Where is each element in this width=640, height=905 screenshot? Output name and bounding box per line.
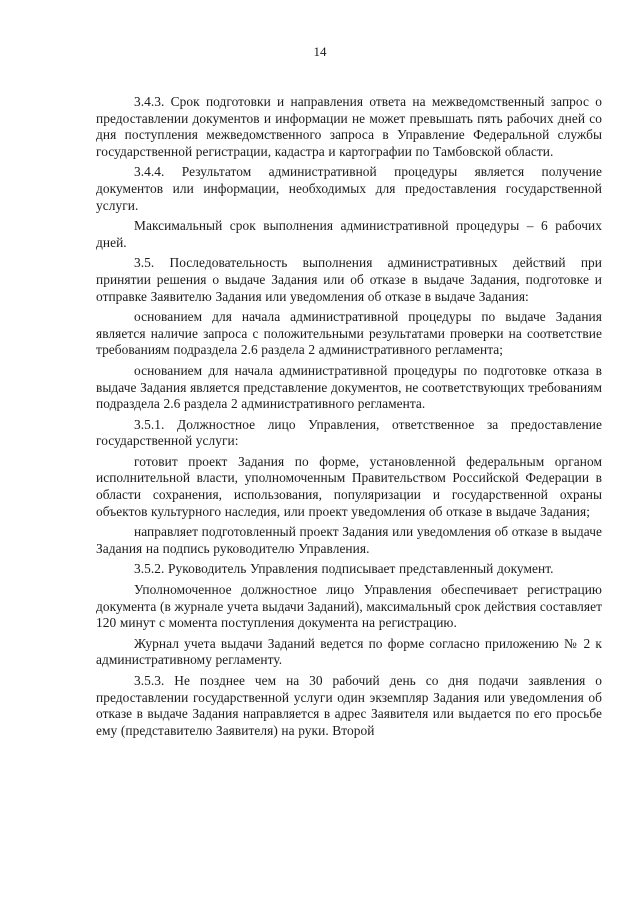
paragraph-sends-draft: направляет подготовленный проект Задания или уведомления об отказе в выдаче Задания на подпись руководителю Управления. [96,524,603,556]
paragraph-prepares-draft: готовит проект Задания по форме, установленной федеральным органом исполнительной власти, уполномоченным Правительством Российской Федерации в области сохранения, использования, популяризации и государственной охраны объектов культурного наследия, или проект уведомления об отказе в выдаче Задания; [96,453,602,519]
paragraph-basis-issue: основанием для начала административной процедуры по выдаче Задания является наличие запроса с положительными результатами проверки на соответствие требованиям подраздела 2.6 раздела 2 административного регламента; [96,309,602,358]
paragraph-max-term: Максимальный срок выполнения административной процедуры – 6 рабочих дней. [96,218,602,250]
paragraph-3-5-2: 3.5.2. Руководитель Управления подписывает представленный документ. [134,561,554,577]
paragraph-basis-refusal: основанием для начала административной процедуры по подготовке отказа в выдаче Задания является представление документов, не соответствующих требованиям подраздела 2.6 раздела 2 административного регламента. [96,362,602,412]
paragraph-3-5-3: 3.5.3. Не позднее чем на 30 рабочий день со дня подачи заявления о предоставлении государственной услуги один экземпляр Задания или уведомления об отказе в выдаче Задания направляется в адрес Заявителя или выдается по его просьбе ему (представителю Заявителя) на руки. Второй [96,673,602,738]
page-number: 14 [313,44,327,59]
paragraph-3-5: 3.5. Последовательность выполнения административных действий при принятии решения о выдаче Задания или об отказе в выдаче Задания, подготовке и отправке Заявителю Задания или уведомления об отказе в выдаче Задания: [96,255,602,304]
paragraph-3-5-1: 3.5.1. Должностное лицо Управления, ответственное за предоставление государственной услуги: [96,416,602,449]
document-body [96,94,602,743]
paragraph-registration: Уполномоченное должностное лицо Управления обеспечивает регистрацию документа (в журнале учета выдачи Заданий), максимальный срок действия составляет 120 минут с момента поступления документа на регистрацию. [96,582,602,631]
paragraph-journal: Журнал учета выдачи Заданий ведется по форме согласно приложению № 2 к административному регламенту. [96,635,602,668]
paragraph-3-4-4: 3.4.4. Результатом административной процедуры является получение документов или информации, необходимых для предоставления государственной услуги. [96,164,602,213]
paragraph-3-4-3: 3.4.3. Срок подготовки и направления ответа на межведомственный запрос о предоставлении документов и информации не может превышать пять рабочих дней со дня поступления межведомственного запроса в Управление Федеральной службы государственной регистрации, кадастра и картографии по Тамбовской области. [96,94,602,159]
